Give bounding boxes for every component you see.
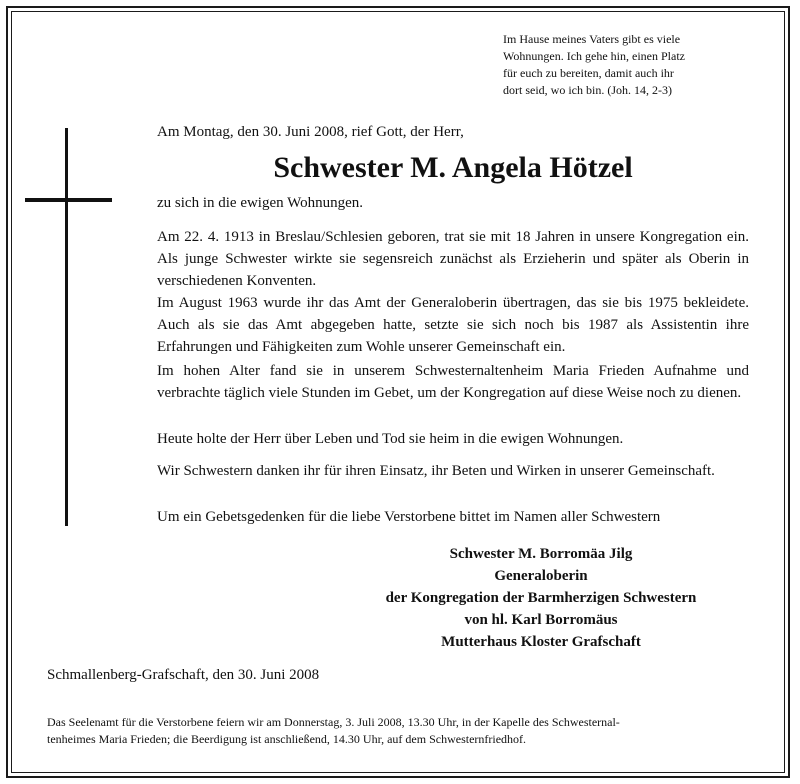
paragraph-death: Heute holte der Herr über Leben und Tod sie heim in die ewigen Wohnungen. — [157, 431, 624, 447]
verse-line: Wohnungen. Ich gehe hin, einen Platz — [503, 49, 685, 63]
paragraph-old-age: Im hohen Alter fand sie in unserem Schwesternaltenheim Maria Frieden Aufnahme und verbrachte täglich viele Stunden im Gebet, um der Kongregation auf diese Weise noch zu dienen. — [157, 363, 749, 401]
sub-line: zu sich in die ewigen Wohnungen. — [157, 195, 363, 211]
verse-line: Im Hause meines Vaters gibt es viele — [503, 32, 681, 46]
paragraph-office: Im August 1963 wurde ihr das Amt der Generaloberin übertragen, das sie bis 1975 bekleidete. Auch als sie das Amt abgegeben hatte, setzte sie sich noch bis 1987 als Assistentin ihre Erfahrungen und Fähigkeiten zum Wohle unserer Gemeinschaft ein. — [157, 295, 749, 355]
signer-name: Schwester M. Borromäa Jilg — [449, 546, 633, 562]
paragraph-thanks: Wir Schwestern danken ihr für ihren Einsatz, ihr Beten und Wirken in unserer Gemeinschaft. — [157, 463, 715, 479]
cross-icon-vertical — [65, 128, 68, 526]
funeral-details-line: tenheimes Maria Frieden; die Beerdigung ist anschließend, 14.30 Uhr, auf dem Schwesternfriedhof. — [47, 732, 527, 746]
deceased-name: Schwester M. Angela Hötzel — [273, 151, 633, 184]
funeral-details — [47, 714, 755, 748]
congregation-name: der Kongregation der Barmherzigen Schwestern — [385, 590, 697, 606]
verse-line: dort seid, wo ich bin. (Joh. 14, 2-3) — [503, 83, 672, 97]
funeral-details-line: Das Seelenamt für die Verstorbene feiern wir am Donnerstag, 3. Juli 2008, 13.30 Uhr, in der Kapelle des Schwesternal- — [47, 715, 620, 729]
paragraph-prayer-request: Um ein Gebetsgedenken für die liebe Verstorbene bittet im Namen aller Schwestern — [157, 509, 661, 525]
congregation-patron: von hl. Karl Borromäus — [464, 612, 618, 628]
place-date: Schmallenberg-Grafschaft, den 30. Juni 2008 — [47, 667, 320, 683]
signature-block — [340, 543, 742, 653]
motherhouse-name: Mutterhaus Kloster Grafschaft — [441, 634, 641, 650]
intro-line: Am Montag, den 30. Juni 2008, rief Gott, der Herr, — [157, 124, 464, 140]
verse-line: für euch zu bereiten, damit auch ihr — [503, 66, 674, 80]
cross-icon-horizontal — [25, 198, 112, 202]
bible-verse — [503, 31, 763, 99]
signer-title: Generaloberin — [494, 568, 588, 584]
paragraph-biography: Am 22. 4. 1913 in Breslau/Schlesien geboren, trat sie mit 18 Jahren in unsere Kongregation ein. Als junge Schwester wirkte sie segensreich zunächst als Erzieherin und später als Oberin in verschiedenen Konventen. — [157, 229, 749, 289]
